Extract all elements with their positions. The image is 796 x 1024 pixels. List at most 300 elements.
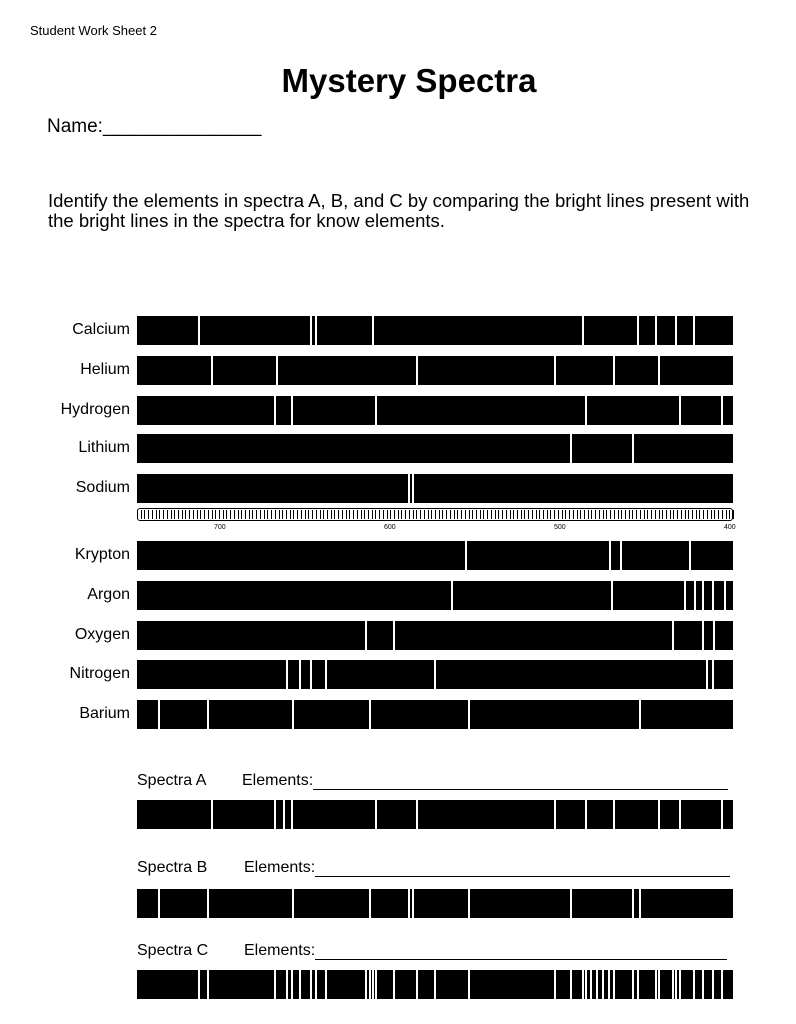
emission-line — [724, 581, 726, 610]
ruler-tick — [577, 510, 578, 519]
ruler-tick — [688, 510, 689, 519]
ruler-tick — [524, 510, 525, 519]
ruler-tick — [528, 510, 529, 519]
ruler-tick — [215, 510, 216, 519]
emission-line — [620, 541, 622, 570]
emission-line — [310, 316, 312, 345]
ruler-tick — [465, 510, 466, 519]
ruler-tick — [469, 510, 470, 519]
ruler-tick — [189, 510, 190, 519]
ruler-tick — [722, 510, 723, 519]
element-label: Barium — [79, 705, 130, 722]
ruler-tick — [498, 510, 499, 519]
emission-line — [365, 970, 367, 999]
ruler-tick — [342, 510, 343, 519]
emission-line — [434, 970, 436, 999]
emission-line — [554, 356, 556, 385]
emission-line — [554, 970, 556, 999]
ruler-tick — [610, 510, 611, 519]
emission-line — [408, 474, 410, 503]
ruler-tick — [625, 510, 626, 519]
emission-line — [276, 356, 278, 385]
ruler-tick — [308, 510, 309, 519]
emission-line — [416, 970, 418, 999]
ruler-tick — [510, 510, 511, 519]
ruler-tick — [357, 510, 358, 519]
emission-line — [369, 700, 371, 729]
emission-line — [693, 970, 695, 999]
element-label: Hydrogen — [60, 401, 130, 418]
emission-line — [658, 356, 660, 385]
ruler-tick — [290, 510, 291, 519]
ruler-tick — [457, 510, 458, 519]
spectrum-bar — [137, 621, 733, 650]
emission-line — [702, 581, 704, 610]
elements-label: Elements: — [244, 859, 316, 876]
ruler-tick — [178, 510, 179, 519]
element-label: Nitrogen — [69, 665, 130, 682]
ruler-tick — [461, 510, 462, 519]
emission-line — [570, 434, 572, 463]
ruler-tick — [271, 510, 272, 519]
emission-line — [554, 800, 556, 829]
elements-answer-field[interactable] — [315, 860, 730, 877]
ruler-tick — [238, 510, 239, 519]
spectrum-bar — [137, 970, 733, 999]
ruler-tick — [301, 510, 302, 519]
ruler-tick — [580, 510, 581, 519]
ruler-tick — [446, 510, 447, 519]
spectrum-bar — [137, 581, 733, 610]
mystery-spectrum-header — [137, 859, 730, 877]
emission-line — [613, 356, 615, 385]
ruler-tick — [137, 510, 138, 519]
ruler-tick — [334, 510, 335, 519]
ruler-tick — [599, 510, 600, 519]
ruler-tick — [711, 510, 712, 519]
emission-line — [694, 581, 696, 610]
emission-line — [451, 581, 453, 610]
ruler-tick — [349, 510, 350, 519]
ruler-tick — [226, 510, 227, 519]
ruler-tick — [353, 510, 354, 519]
emission-line — [310, 660, 312, 689]
ruler-tick — [733, 510, 734, 519]
ruler-tick — [502, 510, 503, 519]
ruler-tick — [401, 510, 402, 519]
ruler-tick — [495, 510, 496, 519]
ruler-tick — [245, 510, 246, 519]
ruler-tick — [673, 510, 674, 519]
ruler-tick — [327, 510, 328, 519]
name-field: Name:_______________ — [47, 116, 262, 137]
ruler-label: 700 — [214, 524, 226, 531]
emission-line — [393, 621, 395, 650]
ruler-tick — [618, 510, 619, 519]
ruler-tick — [707, 510, 708, 519]
ruler-tick — [588, 510, 589, 519]
ruler-tick — [193, 510, 194, 519]
ruler-tick — [383, 510, 384, 519]
mystery-spectrum-label: Spectra A — [137, 772, 207, 789]
emission-line — [611, 581, 613, 610]
emission-line — [658, 800, 660, 829]
emission-line — [632, 889, 634, 918]
emission-line — [639, 700, 641, 729]
mystery-spectrum-label: Spectra B — [137, 859, 208, 876]
emission-line — [721, 396, 723, 425]
ruler-tick — [372, 510, 373, 519]
emission-line — [655, 970, 657, 999]
ruler-tick — [208, 510, 209, 519]
emission-line — [375, 800, 377, 829]
emission-line — [582, 316, 584, 345]
emission-line — [291, 396, 293, 425]
ruler-tick — [256, 510, 257, 519]
mystery-spectrum-header — [137, 942, 727, 960]
emission-line — [609, 541, 611, 570]
emission-line — [375, 970, 377, 999]
elements-label: Elements: — [244, 942, 316, 959]
emission-line — [684, 581, 686, 610]
ruler-tick — [390, 510, 391, 519]
ruler-tick — [595, 510, 596, 519]
ruler-tick — [550, 510, 551, 519]
spectrum-bar — [137, 396, 733, 425]
emission-line — [325, 660, 327, 689]
spectrum-bar — [137, 700, 733, 729]
ruler-tick — [398, 510, 399, 519]
ruler-tick — [368, 510, 369, 519]
wavelength-ruler — [137, 508, 733, 521]
emission-line — [369, 970, 371, 999]
emission-line — [325, 970, 327, 999]
emission-line — [679, 800, 681, 829]
emission-line — [712, 660, 714, 689]
emission-line — [596, 970, 598, 999]
emission-line — [468, 889, 470, 918]
ruler-tick — [167, 510, 168, 519]
emission-line — [158, 889, 160, 918]
ruler-tick — [636, 510, 637, 519]
ruler-tick — [361, 510, 362, 519]
ruler-tick — [312, 510, 313, 519]
elements-answer-field[interactable] — [315, 943, 727, 960]
emission-line — [679, 396, 681, 425]
ruler-tick — [282, 510, 283, 519]
ruler-tick — [141, 510, 142, 519]
emission-line — [274, 970, 276, 999]
ruler-tick — [547, 510, 548, 519]
ruler-tick — [629, 510, 630, 519]
ruler-tick — [729, 510, 730, 519]
emission-line — [632, 970, 634, 999]
emission-line — [369, 889, 371, 918]
spectrum-bar — [137, 889, 733, 918]
ruler-tick — [662, 510, 663, 519]
ruler-tick — [416, 510, 417, 519]
emission-line — [372, 316, 374, 345]
ruler-tick — [532, 510, 533, 519]
emission-line — [375, 396, 377, 425]
ruler-tick — [536, 510, 537, 519]
ruler-tick — [346, 510, 347, 519]
ruler-tick — [573, 510, 574, 519]
emission-line — [286, 660, 288, 689]
emission-line — [639, 889, 641, 918]
ruler-tick — [435, 510, 436, 519]
emission-line — [658, 970, 660, 999]
ruler-tick — [517, 510, 518, 519]
ruler-tick — [320, 510, 321, 519]
ruler-tick — [431, 510, 432, 519]
ruler-tick — [554, 510, 555, 519]
ruler-tick — [603, 510, 604, 519]
emission-line — [365, 621, 367, 650]
emission-line — [315, 970, 317, 999]
emission-line — [693, 316, 695, 345]
emission-line — [585, 396, 587, 425]
ruler-tick — [703, 510, 704, 519]
emission-line — [585, 800, 587, 829]
element-label: Oxygen — [74, 626, 130, 643]
emission-line — [613, 800, 615, 829]
ruler-tick — [331, 510, 332, 519]
ruler-tick — [487, 510, 488, 519]
ruler-tick — [163, 510, 164, 519]
ruler-tick — [185, 510, 186, 519]
ruler-tick — [699, 510, 700, 519]
ruler-tick — [420, 510, 421, 519]
emission-line — [712, 970, 714, 999]
ruler-tick — [249, 510, 250, 519]
spectrum-bar — [137, 541, 733, 570]
emission-line — [468, 970, 470, 999]
emission-line — [412, 474, 414, 503]
spectrum-bar — [137, 316, 733, 345]
ruler-tick — [647, 510, 648, 519]
ruler-tick — [513, 510, 514, 519]
elements-label: Elements: — [242, 772, 314, 789]
emission-line — [672, 970, 674, 999]
emission-line — [198, 316, 200, 345]
emission-line — [372, 970, 374, 999]
ruler-tick — [316, 510, 317, 519]
ruler-tick — [200, 510, 201, 519]
ruler-tick — [681, 510, 682, 519]
ruler-tick — [640, 510, 641, 519]
emission-line — [590, 970, 592, 999]
ruler-tick — [450, 510, 451, 519]
ruler-tick — [614, 510, 615, 519]
emission-line — [702, 621, 704, 650]
ruler-tick — [156, 510, 157, 519]
ruler-tick — [338, 510, 339, 519]
ruler-tick — [171, 510, 172, 519]
ruler-tick — [241, 510, 242, 519]
ruler-tick — [387, 510, 388, 519]
emission-line — [274, 396, 276, 425]
page-title: Mystery Spectra — [281, 62, 537, 99]
ruler-tick — [305, 510, 306, 519]
emission-line — [283, 800, 285, 829]
emission-line — [637, 316, 639, 345]
emission-line — [712, 581, 714, 610]
emission-line — [721, 970, 723, 999]
emission-line — [582, 970, 584, 999]
emission-line — [393, 970, 395, 999]
ruler-label: 400 — [724, 524, 736, 531]
emission-line — [315, 316, 317, 345]
ruler-tick — [506, 510, 507, 519]
ruler-tick — [219, 510, 220, 519]
ruler-tick — [182, 510, 183, 519]
emission-line — [713, 621, 715, 650]
emission-line — [292, 889, 294, 918]
ruler-tick — [413, 510, 414, 519]
ruler-tick — [591, 510, 592, 519]
ruler-tick — [264, 510, 265, 519]
emission-line — [408, 889, 410, 918]
ruler-label: 500 — [554, 524, 566, 531]
ruler-tick — [442, 510, 443, 519]
ruler-tick — [144, 510, 145, 519]
emission-line — [207, 970, 209, 999]
ruler-tick — [297, 510, 298, 519]
ruler-tick — [659, 510, 660, 519]
elements-answer-field[interactable] — [313, 773, 728, 790]
spectrum-bar — [137, 660, 733, 689]
emission-line — [706, 660, 708, 689]
ruler-tick — [539, 510, 540, 519]
ruler-tick — [375, 510, 376, 519]
ruler-tick — [632, 510, 633, 519]
ruler-tick — [584, 510, 585, 519]
ruler-tick — [454, 510, 455, 519]
ruler-tick — [562, 510, 563, 519]
ruler-tick — [685, 510, 686, 519]
ruler-tick — [644, 510, 645, 519]
emission-line — [679, 970, 681, 999]
emission-line — [291, 800, 293, 829]
ruler-tick — [714, 510, 715, 519]
ruler-label: 600 — [384, 524, 396, 531]
emission-line — [570, 970, 572, 999]
element-label: Lithium — [78, 439, 130, 456]
ruler-tick — [606, 510, 607, 519]
emission-line — [274, 800, 276, 829]
ruler-tick — [405, 510, 406, 519]
ruler-tick — [677, 510, 678, 519]
ruler-tick — [197, 510, 198, 519]
ruler-tick — [480, 510, 481, 519]
ruler-tick — [718, 510, 719, 519]
element-label: Sodium — [75, 479, 130, 496]
ruler-tick — [260, 510, 261, 519]
spectrum-bar — [137, 434, 733, 463]
ruler-tick — [212, 510, 213, 519]
emission-line — [291, 970, 293, 999]
ruler-tick — [696, 510, 697, 519]
emission-line — [675, 970, 677, 999]
emission-line — [412, 889, 414, 918]
emission-line — [207, 700, 209, 729]
ruler-tick — [655, 510, 656, 519]
ruler-tick — [558, 510, 559, 519]
emission-line — [310, 970, 312, 999]
ruler-tick — [424, 510, 425, 519]
emission-line — [416, 800, 418, 829]
emission-line — [211, 800, 213, 829]
emission-line — [465, 541, 467, 570]
ruler-tick — [726, 510, 727, 519]
ruler-tick — [621, 510, 622, 519]
ruler-tick — [234, 510, 235, 519]
emission-line — [637, 970, 639, 999]
ruler-tick — [476, 510, 477, 519]
ruler-tick — [651, 510, 652, 519]
emission-line — [608, 970, 610, 999]
emission-line — [198, 970, 200, 999]
mystery-spectrum-label: Spectra C — [137, 942, 209, 959]
ruler-tick — [521, 510, 522, 519]
emission-line — [468, 700, 470, 729]
sheet-label: Student Work Sheet 2 — [30, 23, 157, 38]
emission-line — [602, 970, 604, 999]
ruler-tick — [323, 510, 324, 519]
emission-line — [689, 541, 691, 570]
emission-line — [434, 660, 436, 689]
emission-line — [721, 800, 723, 829]
ruler-tick — [409, 510, 410, 519]
emission-line — [632, 434, 634, 463]
element-label: Helium — [80, 361, 130, 378]
ruler-tick — [428, 510, 429, 519]
emission-line — [286, 970, 288, 999]
spectrum-bar — [137, 800, 733, 829]
ruler-tick — [275, 510, 276, 519]
ruler-tick — [472, 510, 473, 519]
spectrum-bar — [137, 474, 733, 503]
ruler-tick — [565, 510, 566, 519]
emission-line — [570, 889, 572, 918]
emission-line — [702, 970, 704, 999]
ruler-tick — [394, 510, 395, 519]
emission-line — [585, 970, 587, 999]
ruler-tick — [543, 510, 544, 519]
ruler-tick — [279, 510, 280, 519]
element-label: Krypton — [74, 546, 130, 563]
ruler-tick — [286, 510, 287, 519]
ruler-tick — [364, 510, 365, 519]
ruler-tick — [230, 510, 231, 519]
ruler-tick — [152, 510, 153, 519]
emission-line — [672, 621, 674, 650]
emission-line — [613, 970, 615, 999]
ruler-tick — [491, 510, 492, 519]
emission-line — [299, 970, 301, 999]
ruler-tick — [252, 510, 253, 519]
emission-line — [207, 889, 209, 918]
emission-line — [655, 316, 657, 345]
element-label: Calcium — [72, 321, 130, 338]
ruler-tick — [670, 510, 671, 519]
emission-line — [211, 356, 213, 385]
element-label: Argon — [87, 586, 130, 603]
spectrum-bar — [137, 356, 733, 385]
emission-line — [292, 700, 294, 729]
ruler-tick — [204, 510, 205, 519]
